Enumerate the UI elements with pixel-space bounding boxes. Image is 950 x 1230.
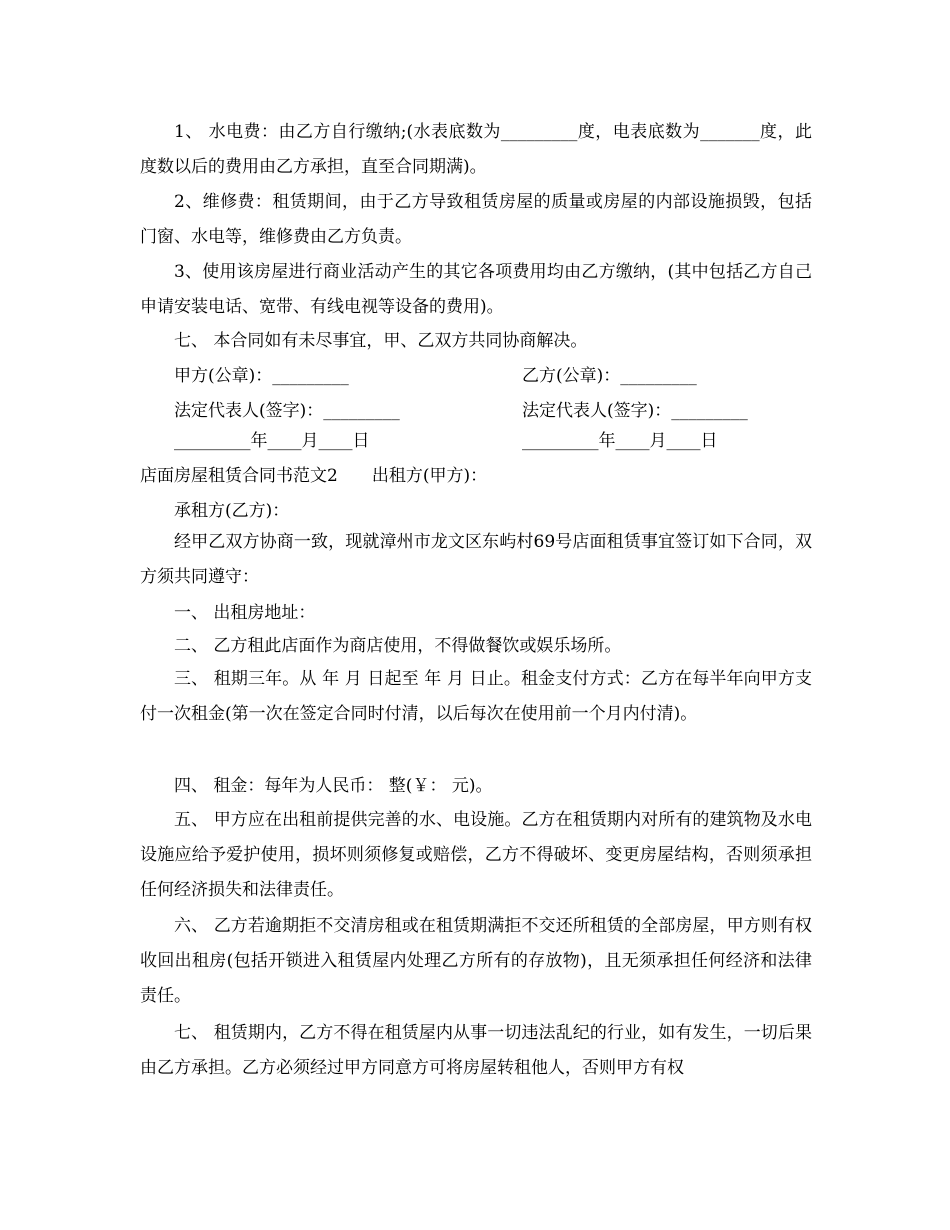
- clause-other-fees: 3、使用该房屋进行商业活动产生的其它各项费用均由乙方缴纳，(其中包括乙方自己申请安装电话、宽带、有线电视等设备的费用)。: [140, 262, 812, 317]
- party-b-date: _________年____月____日: [522, 431, 718, 451]
- clause-maintenance: 2、维修费：租赁期间，由于乙方导致租赁房屋的质量或房屋的内部设施损毁，包括门窗、水电等，维修费由乙方负责。: [140, 192, 812, 247]
- party-a-seal: 甲方(公章)：_________: [174, 366, 349, 386]
- party-b-seal: 乙方(公章)：_________: [522, 366, 697, 386]
- clause-2-usage: 二、 乙方租此店面作为商店使用，不得做餐饮或娱乐场所。: [174, 636, 622, 656]
- preamble: 经甲乙双方协商一致，现就漳州市龙文区东屿村69号店面租赁事宜签订如下合同，双方须共同遵守：: [140, 532, 812, 587]
- clause-6-default: 六、 乙方若逾期拒不交清房租或在租赁期满拒不交还所租赁的全部房屋，甲方则有权收回出租房(包括开锁进入租赁屋内处理乙方所有的存放物)，且无须承担任何经济和法律责任。: [140, 916, 812, 1006]
- second-contract-title: 店面房屋租赁合同书范文2 出租方(甲方)：: [140, 466, 488, 486]
- party-a-date: _________年____月____日: [174, 431, 370, 451]
- signature-seal-row: [0, 359, 950, 394]
- clause-7-prohibited: 七、 租赁期内，乙方不得在租赁屋内从事一切违法乱纪的行业，如有发生，一切后果由乙方承担。乙方必须经过甲方同意方可将房屋转租他人，否则甲方有权: [140, 1023, 812, 1078]
- tenant-line: 承租方(乙方)：: [174, 501, 290, 521]
- clause-4-rent: 四、 租金：每年为人民币： 整(￥： 元)。: [174, 776, 493, 796]
- clause-3-term: 三、 租期三年。从 年 月 日起至 年 月 日止。租金支付方式：乙方在每半年向甲方支付一次租金(第一次在签定合同时付清，以后每次在使用前一个月内付清)。: [140, 669, 812, 724]
- party-b-representative: 法定代表人(签字)：_________: [522, 401, 748, 421]
- signature-date-row: [0, 424, 950, 459]
- party-a-representative: 法定代表人(签字)：_________: [174, 401, 400, 421]
- clause-1-address: 一、 出租房地址：: [174, 603, 316, 623]
- clause-5-facilities: 五、 甲方应在出租前提供完善的水、电设施。乙方在租赁期内对所有的建筑物及水电设施应给予爱护使用，损坏则须修复或赔偿，乙方不得破坏、变更房屋结构，否则须承担任何经济损失和法律责任。: [140, 810, 812, 900]
- clause-utilities: 1、 水电费：由乙方自行缴纳;(水表底数为_________度，电表底数为_______度，此度数以后的费用由乙方承担，直至合同期满)。: [140, 122, 812, 177]
- clause-unresolved-matters: 七、 本合同如有未尽事宜，甲、乙双方共同协商解决。: [174, 331, 588, 351]
